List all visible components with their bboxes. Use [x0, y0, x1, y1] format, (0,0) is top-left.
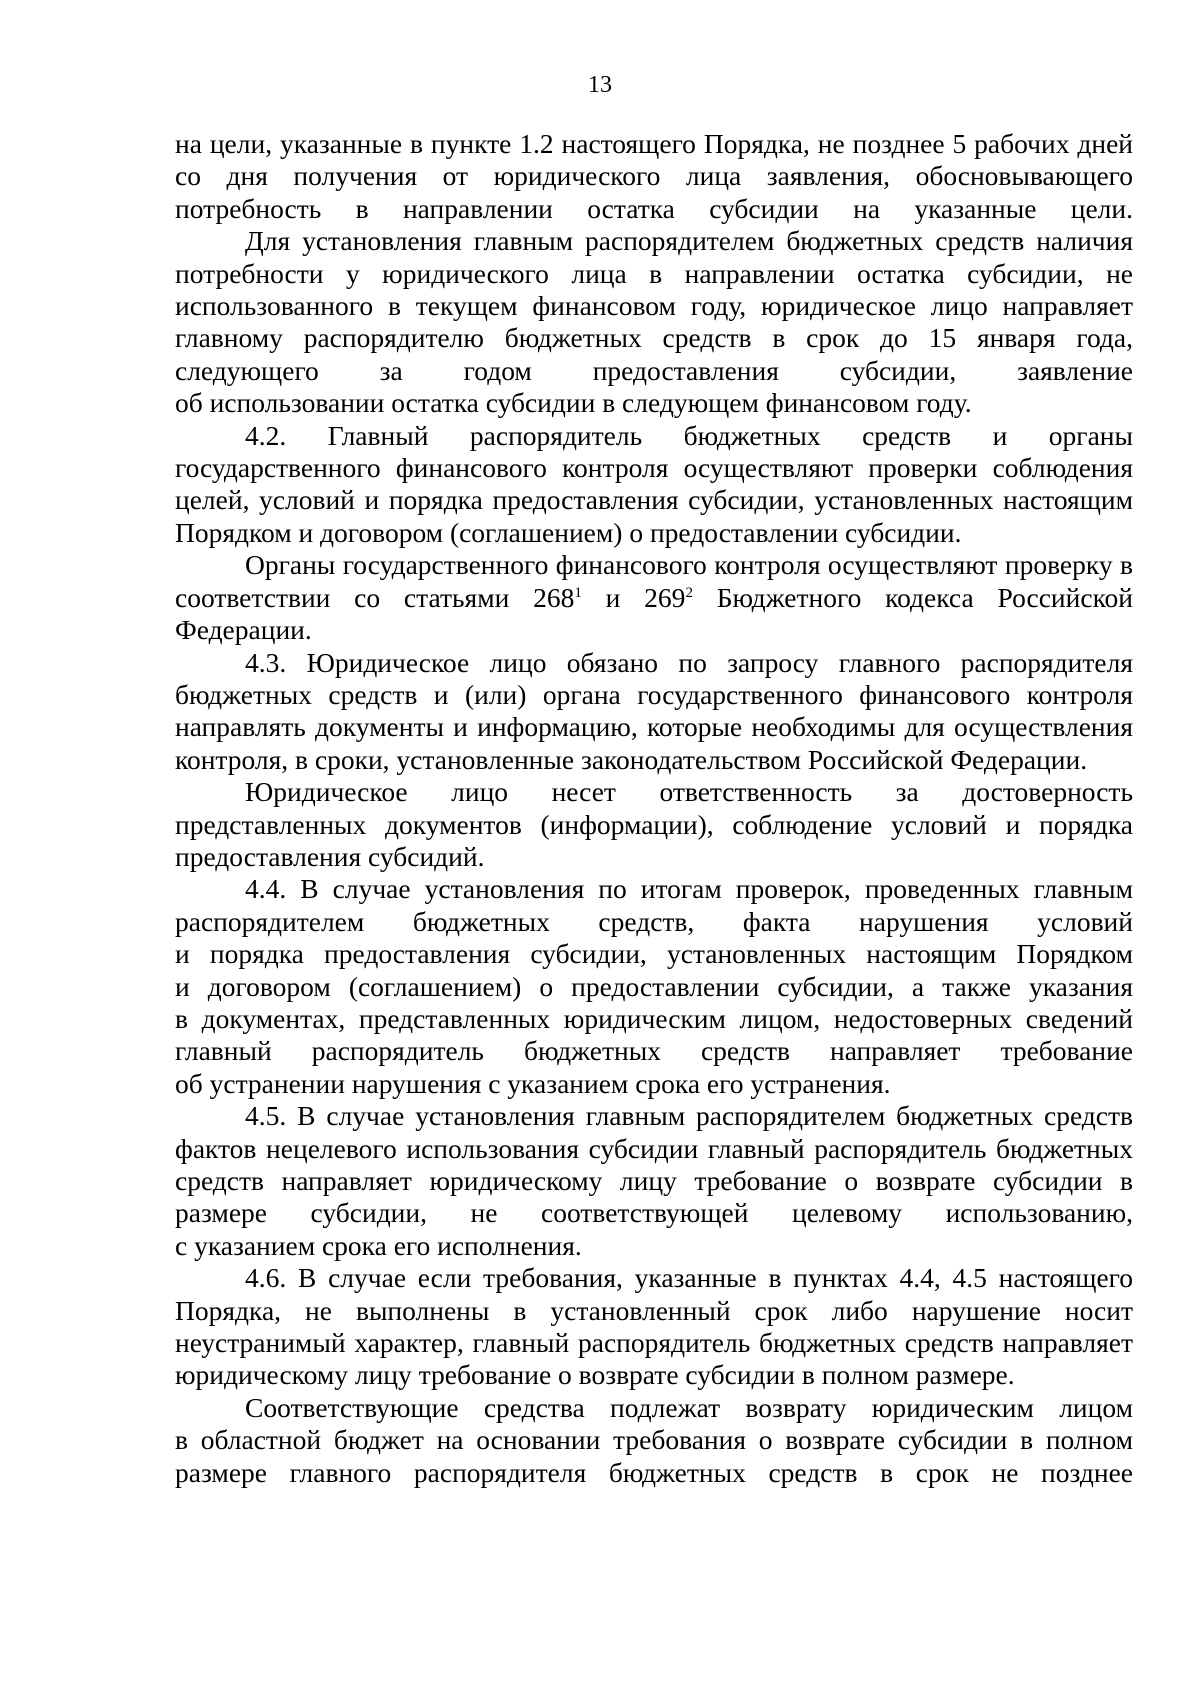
superscript-269: 2 [685, 584, 693, 601]
document-body [175, 128, 1133, 1489]
control-text-after: Бюджетного кодекса Российской Федерации. [175, 581, 1133, 646]
paragraph-4-5: 4.5. В случае установления главным распорядителем бюджетных средств фактов нецелевого использования субсидии главный распорядитель бюджетных средств направляет юридическому лицу требование о возврате субсидии в размере субсидии, не соответствующей целевому использованию, [175, 1100, 1133, 1229]
paragraph-control-bodies [175, 549, 1133, 646]
control-text-before: Органы государственного финансового контроля осуществляют проверку в соответствии со статьями 268 [175, 549, 1133, 613]
paragraph-4-3: 4.3. Юридическое лицо обязано по запросу главного распорядителя бюджетных средств и (или) органа государственного финансового контроля направлять документы и информацию, которые необходимы для осуществления контроля, в сроки, установленные законодательством Российской Федерации. [175, 646, 1133, 775]
paragraph-4-2: 4.2. Главный распорядитель бюджетных средств и органы государственного финансового контроля осуществляют проверки соблюдения целей, условий и порядка предоставления субсидии, установленных настоящим Порядком и договором (соглашением) о предоставлении субсидии. [175, 419, 1133, 548]
paragraph-4-4-line-c: и договором (соглашением) о предоставлении субсидии, а также указания [175, 970, 1133, 1002]
paragraph-4-4-line-b: и порядка предоставления субсидии, установленных настоящим Порядком [175, 938, 1133, 970]
paragraph-4-4-line-d: в документах, представленных юридическим лицом, недостоверных сведений главный распорядитель бюджетных средств направляет требование [175, 1002, 1133, 1067]
paragraph-4-4-line-e: об устранении нарушения с указанием срока его устранения. [175, 1067, 891, 1099]
paragraph-refund-line-b: в областной бюджет на основании требования о возврате субсидии в полном размере главного распорядителя бюджетных средств в срок не позднее [175, 1424, 1133, 1488]
paragraph-continuation: на цели, указанные в пункте 1.2 настоящего Порядка, не позднее 5 рабочих дней со дня получения от юридического лица заявления, обосновывающего потребность в направлении остатка субсидии на указанные цели. [175, 128, 1133, 224]
paragraph-4-5-end: с указанием срока его исполнения. [175, 1229, 582, 1261]
paragraph-4-4-line-a: 4.4. В случае установления по итогам проверок, проведенных главным распорядителем бюджетных средств, факта нарушения условий [175, 873, 1133, 937]
paragraph-responsibility: Юридическое лицо несет ответственность за достоверность представленных документов (информации), соблюдение условий и порядка предоставления субсидий. [175, 776, 1133, 872]
superscript-268: 1 [574, 584, 582, 601]
page-number: 13 [588, 72, 612, 98]
paragraph-remainder-request-end: об использовании остатка субсидии в следующем финансовом году. [175, 387, 972, 419]
paragraph-remainder-request: Для установления главным распорядителем бюджетных средств наличия потребности у юридического лица в направлении остатка субсидии, не использованного в текущем финансовом году, юридическое лицо направляет главному распорядителю бюджетных средств в срок до 15 января года, следующего за годом предоставления субсидии, заявление [175, 225, 1133, 386]
paragraph-4-6: 4.6. В случае если требования, указанные в пунктах 4.4, 4.5 настоящего Порядка, не выполнены в установленный срок либо нарушение носит неустранимый характер, главный распорядитель бюджетных средств направляет юридическому лицу требование о возврате субсидии в полном размере. [175, 1262, 1133, 1391]
paragraph-refund-line-a: Соответствующие средства подлежат возврату юридическим лицом [245, 1391, 1133, 1423]
control-text-middle: и 269 [581, 581, 686, 613]
